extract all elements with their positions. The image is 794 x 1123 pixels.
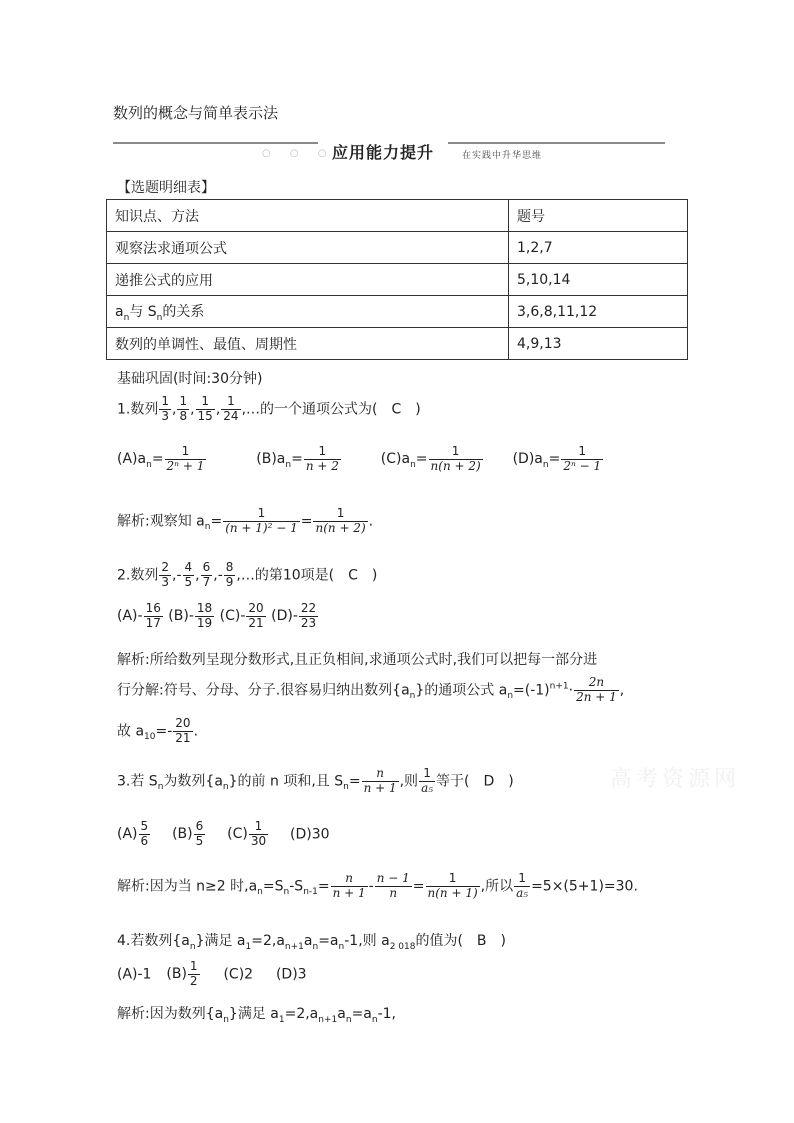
- banner-subheading: 在实践中升华思维: [462, 151, 543, 161]
- option-d: $(D)a_n=$ $\frac{1}{\text{2ⁿ − 1}}$: [512, 444, 602, 473]
- question-1: 1.数列 $\frac{1}{3}$ , $\frac{1}{8}$ , $\frac{1}{15}$ , $\frac{1}{24}$ ,…的一个通项公式为( C ): [117, 394, 421, 423]
- question-4-analysis: 解析:因为数列$\{a_n\}$满足 $a_1=2,a_{n+1}a_n=a_n-1$,: [117, 1006, 397, 1025]
- fraction: $\frac{1}{3}$: [161, 394, 169, 423]
- option-d: (D)- $\frac{22}{23}$: [271, 601, 317, 630]
- question-2: 2.数列 $\frac{2}{3}$ ,- $\frac{4}{5}$ , $\frac{6}{7}$ ,- $\frac{8}{9}$ ,…的第10项是( C ): [117, 560, 378, 589]
- option-a: $(A)a_n=$ $\frac{1}{\text{2ⁿ + 1}}$: [117, 444, 205, 473]
- option-a: (A) $\frac{5}{6}$: [117, 819, 149, 848]
- banner-dots: ○ ○ ○: [262, 148, 335, 159]
- option-b: $(B)a_n=$ $\frac{1}{n + 2}$: [256, 444, 339, 473]
- document-title: 数列的概念与简单表示法: [113, 104, 279, 122]
- table-cell-numbers: 1,2,7: [509, 232, 688, 264]
- question-3-analysis: 解析:因为当 n≥2 时$,a_n=S_n-S_{n-1}=$ $\frac{n}{n + 1}$ - $\frac{n - 1}{n}$ = $\frac{1}{n(n + 1)}$ ,所以 $\frac{1}{\text{a₅}}$ =5×(5+1)=30.: [117, 871, 638, 900]
- topic-text: 的关系: [162, 303, 205, 320]
- fraction: $\frac{1}{24}$: [223, 394, 239, 423]
- table-header-topic: 知识点、方法: [107, 200, 509, 232]
- question-4-options: [117, 960, 307, 989]
- table-cell-numbers: 5,10,14: [509, 264, 688, 296]
- question-4: 4.若数列$\{a_n\}$满足 $a_1=2,a_{n+1}a_n=a_n-1$,则 $a_{2 018}$的值为( B ): [117, 933, 506, 952]
- table-cell-topic: 数列的单调性、最值、周期性: [107, 328, 509, 360]
- topic-text: a: [115, 303, 124, 320]
- table-cell-topic: [107, 296, 509, 328]
- selection-table-title: 【选题明细表】: [117, 180, 215, 196]
- question-2-analysis-line-3: 故 $a_{10}=-$ $\frac{20}{21}$ .: [117, 716, 199, 745]
- table-row: [107, 232, 688, 264]
- option-c: (C)- $\frac{20}{21}$: [219, 601, 264, 630]
- fraction: $\frac{1}{15}$: [197, 394, 213, 423]
- watermark: 高考资源网: [610, 767, 741, 792]
- table-cell-numbers: 4,9,13: [509, 328, 688, 360]
- question-2-analysis-line-1: 解析:所给数列呈现分数形式,且正负相间,求通项公式时,我们可以把每一部分进: [117, 652, 598, 668]
- table-cell-numbers: 3,6,8,11,12: [509, 296, 688, 328]
- question-1-options: [117, 445, 604, 474]
- subscript: n: [123, 312, 130, 323]
- question-text: ,…的一个通项公式为( C ): [241, 401, 421, 418]
- question-2-options: [117, 602, 319, 631]
- subscript: n: [156, 312, 163, 323]
- option-a: (A)- $\frac{16}{17}$: [117, 601, 161, 630]
- banner-heading: 应用能力提升: [332, 143, 435, 162]
- table-row: [107, 328, 688, 360]
- option-d: (D)30: [290, 826, 330, 843]
- table-cell-topic: 观察法求通项公式: [107, 232, 509, 264]
- table-header-numbers: 题号: [509, 200, 688, 232]
- question-text: 1.数列: [117, 401, 159, 418]
- option-d: (D)3: [275, 966, 307, 983]
- section-heading: 基础巩固(时间:30分钟): [117, 371, 263, 387]
- option-a: (A)-1: [117, 966, 152, 983]
- table-row: [107, 296, 688, 328]
- question-3-options: [117, 820, 330, 849]
- table-row: [107, 264, 688, 296]
- option-b: (B) $\frac{6}{5}$: [172, 819, 204, 848]
- banner-right-rule: [448, 142, 665, 144]
- table-cell-topic: 递推公式的应用: [107, 264, 509, 296]
- option-c: $(C)a_n=$ $\frac{1}{n(n + 2)}$: [380, 444, 481, 473]
- question-3: 3.若 $S_n$为数列$\{a_n\}$的前 n 项和,且 $S_n=$ $\frac{n}{n + 1}$ ,则 $\frac{1}{\text{a₅}}$ 等于( D ): [117, 766, 514, 795]
- option-c: (C)2: [223, 966, 254, 983]
- fraction: $\frac{1}{8}$: [179, 394, 188, 423]
- table-header-row: [107, 200, 688, 232]
- option-b: (B)- $\frac{18}{19}$: [168, 601, 213, 630]
- selection-table: [106, 199, 688, 360]
- question-2-analysis-line-2: 行分解:符号、分母、分子.很容易归纳出数列$\{a_n\}$的通项公式 $a_n=(-1)^{n+1}\cdot$ $\frac{2n}{2n + 1}$ ,: [117, 675, 625, 704]
- topic-text: 与 S: [129, 303, 157, 320]
- option-b: (B) $\frac{1}{2}$: [166, 959, 198, 988]
- banner-left-rule: [113, 142, 318, 144]
- question-1-analysis: 解析:观察知 $a_n=$ $\frac{1}{\text{(n + 1)² − 1}}$ = $\frac{1}{n(n + 2)}$ .: [117, 506, 374, 535]
- option-c: (C) $\frac{1}{30}$: [227, 819, 267, 848]
